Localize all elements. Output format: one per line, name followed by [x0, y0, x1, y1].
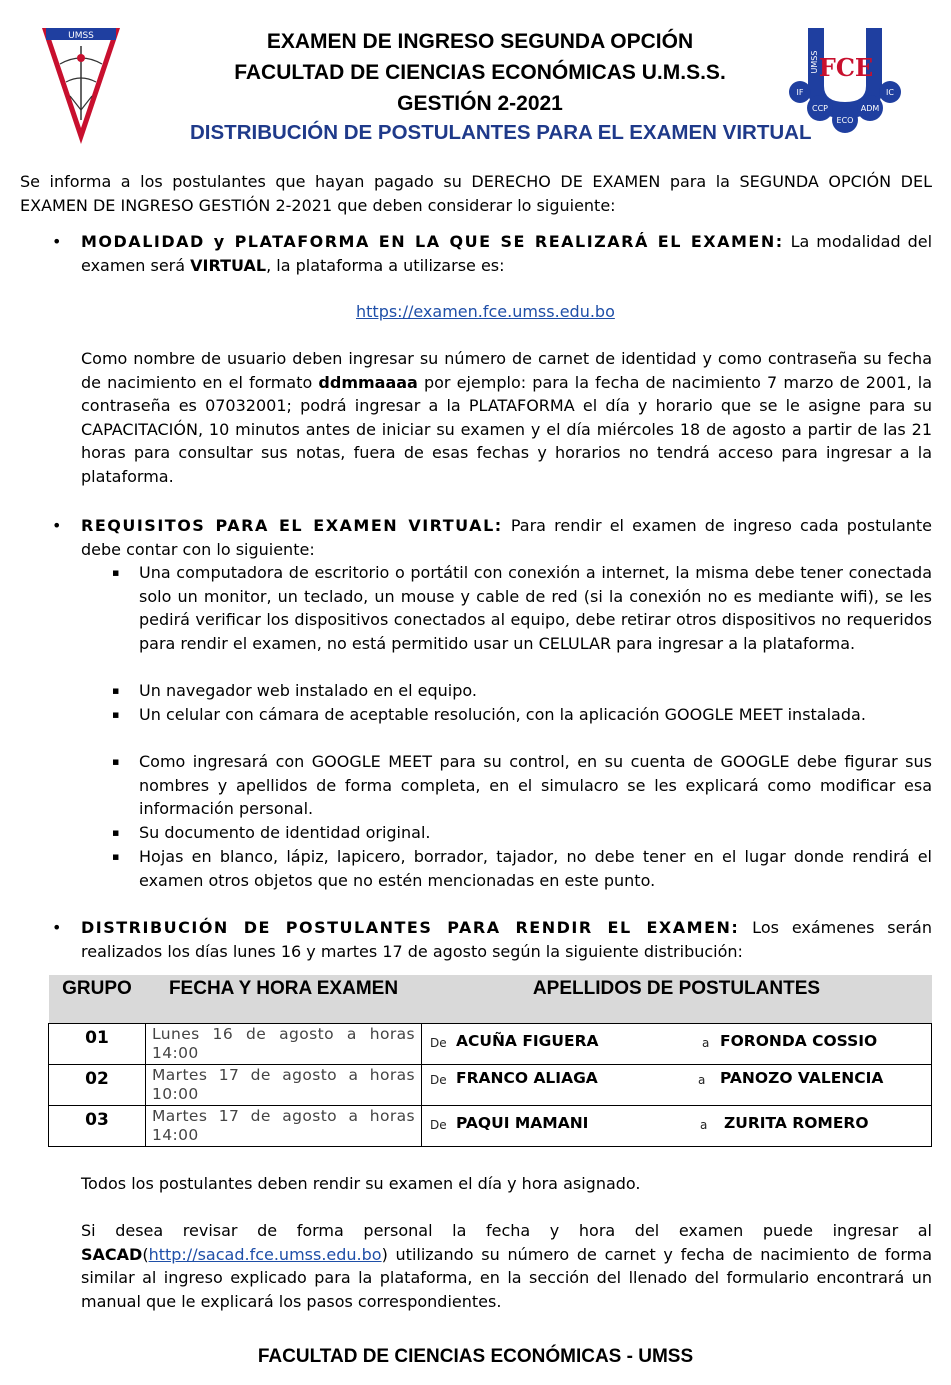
- closing-note: Todos los postulantes deben rendir su examen el día y hora asignado.: [81, 1174, 641, 1193]
- svg-text:CCP: CCP: [812, 104, 828, 113]
- umss-logo: [40, 24, 122, 146]
- cell-fecha: Lunes 16 de agosto a horas 14:00: [146, 1023, 422, 1064]
- square-bullet-icon: ▪: [112, 708, 120, 721]
- header-grupo: GRUPO: [49, 975, 146, 1023]
- table-row: [49, 1064, 932, 1105]
- cell-apellidos: De ACUÑA FIGUERA a FORONDA COSSIO: [422, 1023, 932, 1064]
- sacad-bold: SACAD: [81, 1244, 143, 1264]
- cell-grupo: 01: [49, 1023, 146, 1064]
- cell-fecha: Martes 17 de agosto a horas 14:00: [146, 1105, 422, 1146]
- sacad-paragraph: Si desea revisar de forma personal la fecha y hora del examen puede ingresar al SACAD(http://sacad.fce.umss.edu.bo) utilizando su número de carnet y fecha de nacimiento de forma similar al ingreso explicado para la plataforma, en la sección del llenado del formulario encontrará un manual que le explicará los pasos correspondientes.: [81, 1221, 932, 1311]
- bullet-icon: •: [52, 918, 62, 937]
- section-distribucion-heading: DISTRIBUCIÓN DE POSTULANTES PARA RENDIR EL EXAMEN:: [81, 918, 740, 937]
- header-line-3: GESTIÓN 2-2021: [397, 92, 563, 115]
- cell-fecha: Martes 17 de agosto a horas 10:00: [146, 1064, 422, 1105]
- section-requisitos-heading: REQUISITOS PARA EL EXAMEN VIRTUAL:: [81, 516, 503, 535]
- exam-platform-link[interactable]: https://examen.fce.umss.edu.bo: [356, 302, 615, 321]
- header-subtitle: DISTRIBUCIÓN DE POSTULANTES PARA EL EXAMEN VIRTUAL: [190, 121, 812, 144]
- document-footer: FACULTAD DE CIENCIAS ECONÓMICAS - UMSS: [257, 1346, 694, 1367]
- list-item: Hojas en blanco, lápiz, lapicero, borrador, tajador, no debe tener en el lugar donde rendirá el examen otros objetos que no estén mencionadas en este punto.: [139, 847, 932, 890]
- svg-text:IC: IC: [886, 88, 894, 97]
- cell-grupo: 02: [49, 1064, 146, 1105]
- range-to: FORONDA COSSIO: [720, 1031, 878, 1050]
- bullet-icon: •: [52, 516, 62, 535]
- section-requisitos: REQUISITOS PARA EL EXAMEN VIRTUAL: Para rendir el examen de ingreso cada postulante debe contar con lo siguiente:: [81, 516, 932, 559]
- credentials-paragraph: Como nombre de usuario deben ingresar su número de carnet de identidad y como contraseña su fecha de nacimiento en el formato ddmmaaaa por ejemplo: para la fecha de nacimiento 7 marzo de 2001, la contraseña es 07032001; podrá ingresar a la PLATAFORMA el día y horario que se le asigne para su CAPACITACIÓN, 10 minutos antes de iniciar su examen y el día miércoles 18 de agosto a partir de las 21 horas para consultar sus notas, fuera de esas fechas y horarios no tendrá acceso para ingresar a la plataforma.: [81, 349, 932, 486]
- section-distribucion: DISTRIBUCIÓN DE POSTULANTES PARA RENDIR EL EXAMEN: Los exámenes serán realizados los días lunes 16 y martes 17 de agosto según la siguiente distribución:: [81, 918, 932, 961]
- list-item: Un navegador web instalado en el equipo.: [139, 681, 477, 700]
- virtual-bold: VIRTUAL: [190, 255, 267, 275]
- bullet-icon: •: [52, 232, 62, 251]
- list-item: Su documento de identidad original.: [139, 823, 431, 842]
- square-bullet-icon: ▪: [112, 850, 120, 863]
- password-format: ddmmaaaa: [318, 372, 418, 392]
- table-row: [49, 1023, 932, 1064]
- header-line-2: FACULTAD DE CIENCIAS ECONÓMICAS U.M.S.S.: [234, 61, 726, 84]
- range-from: PAQUI MAMANI: [456, 1113, 589, 1132]
- fce-logo-side-text: UMSS: [810, 50, 819, 74]
- svg-text:IF: IF: [796, 88, 804, 97]
- distribution-table: [48, 975, 932, 1147]
- intro-paragraph: Se informa a los postulantes que hayan pagado su DERECHO DE EXAMEN para la SEGUNDA OPCIÓN DEL EXAMEN DE INGRESO GESTIÓN 2-2021 que deben considerar lo siguiente:: [20, 172, 932, 215]
- section-modalidad-heading: MODALIDAD y PLATAFORMA EN LA QUE SE REALIZARÁ EL EXAMEN:: [81, 232, 784, 251]
- square-bullet-icon: ▪: [112, 826, 120, 839]
- document-header: [150, 26, 810, 147]
- list-item: Una computadora de escritorio o portátil con conexión a internet, la misma debe tener conectada solo un monitor, un teclado, un mouse y cable de red (si la conexión no es mediante wifi), se les pedirá verificar los dispositivos conectados al equipo, debe retirar otros dispositivos no requeridos para rendir el examen, no está permitido usar un CELULAR para ingresar a la plataforma.: [139, 563, 932, 653]
- fce-logo-text: FCE: [818, 53, 874, 82]
- cell-grupo: 03: [49, 1105, 146, 1146]
- table-row: [49, 1105, 932, 1146]
- section-modalidad: MODALIDAD y PLATAFORMA EN LA QUE SE REALIZARÁ EL EXAMEN: La modalidad del examen será VIRTUAL, la plataforma a utilizarse es:: [81, 232, 933, 275]
- range-from: FRANCO ALIAGA: [456, 1068, 598, 1087]
- square-bullet-icon: ▪: [112, 755, 120, 768]
- cell-apellidos: De PAQUI MAMANI a ZURITA ROMERO: [422, 1105, 932, 1146]
- table-header-row: [49, 975, 932, 1023]
- sacad-link[interactable]: http://sacad.fce.umss.edu.bo: [148, 1244, 382, 1264]
- svg-text:ECO: ECO: [836, 116, 854, 125]
- list-item: Un celular con cámara de aceptable resolución, con la aplicación GOOGLE MEET instalada.: [139, 705, 866, 724]
- umss-logo-text: UMSS: [68, 31, 94, 41]
- range-to: PANOZO VALENCIA: [720, 1068, 884, 1087]
- header-line-1: EXAMEN DE INGRESO SEGUNDA OPCIÓN: [266, 30, 694, 53]
- range-to: ZURITA ROMERO: [724, 1113, 869, 1132]
- square-bullet-icon: ▪: [112, 684, 120, 697]
- list-item: Como ingresará con GOOGLE MEET para su control, en su cuenta de GOOGLE debe figurar sus nombres y apellidos de forma completa, en el simulacro se les explicará como modificar esa información personal.: [139, 752, 932, 819]
- square-bullet-icon: ▪: [112, 566, 120, 579]
- header-apellidos: APELLIDOS DE POSTULANTES: [422, 975, 932, 1023]
- header-fecha: FECHA Y HORA EXAMEN: [146, 975, 422, 1023]
- cell-apellidos: De FRANCO ALIAGA a PANOZO VALENCIA: [422, 1064, 932, 1105]
- range-from: ACUÑA FIGUERA: [456, 1031, 599, 1050]
- svg-text:ADM: ADM: [860, 104, 880, 113]
